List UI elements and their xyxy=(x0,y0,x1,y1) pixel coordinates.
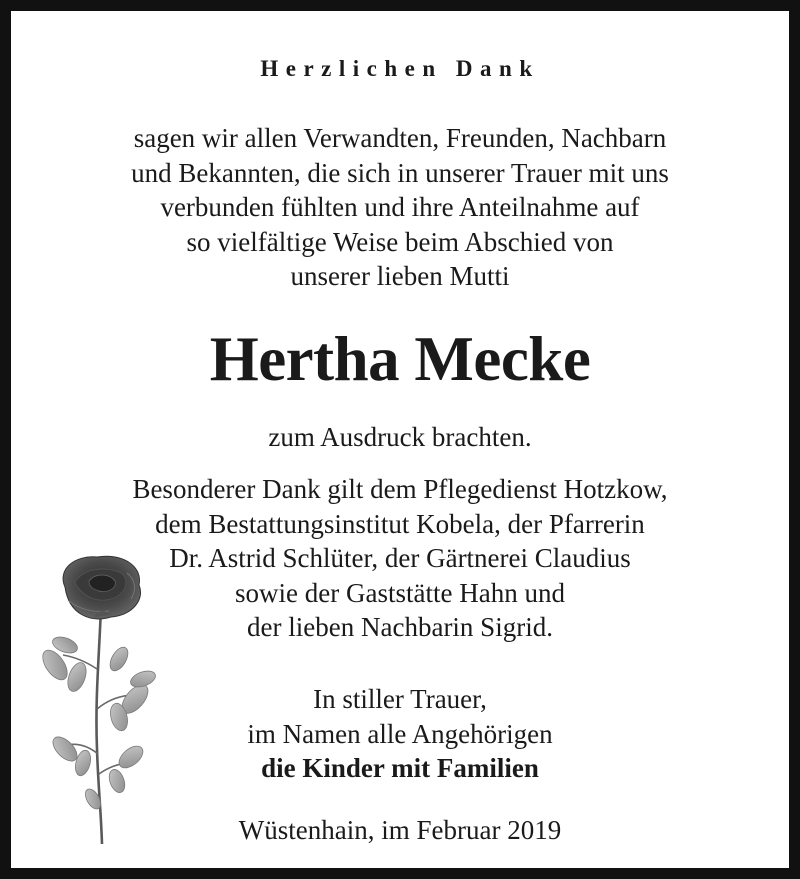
thanks-line: Dr. Astrid Schlüter, der Gärtnerei Claudius xyxy=(169,543,631,573)
intro-line: und Bekannten, die sich in unserer Trauer mit uns xyxy=(131,157,669,188)
place-date: Wüstenhain, im Februar 2019 xyxy=(238,815,562,845)
signature-line: im Namen alle Angehörigen xyxy=(247,718,553,749)
intro-line: sagen wir allen Verwandten, Freunden, Nachbarn xyxy=(133,123,667,153)
thanks-line: der lieben Nachbarin Sigrid. xyxy=(247,612,553,642)
thanks-line: dem Bestattungsinstitut Kobela, der Pfarrerin xyxy=(155,508,645,539)
intro-line: unserer lieben Mutti xyxy=(290,261,510,291)
thanks-line: Besonderer Dank gilt dem Pflegedienst Hotzkow, xyxy=(132,474,668,504)
thanks-line: sowie der Gaststätte Hahn und xyxy=(235,577,565,608)
signature-line: In stiller Trauer, xyxy=(313,684,487,714)
intro-line: verbunden fühlten und ihre Anteilnahme auf xyxy=(160,192,640,222)
rose-icon xyxy=(35,549,175,849)
intro-paragraph xyxy=(11,121,789,294)
deceased-name: Hertha Mecke xyxy=(209,324,591,394)
heading: Herzlichen Dank xyxy=(260,56,540,81)
closing-line: zum Ausdruck brachten. xyxy=(268,422,532,452)
intro-line: so vielfältige Weise beim Abschied von xyxy=(186,226,614,257)
signature-family: die Kinder mit Familien xyxy=(261,753,539,783)
